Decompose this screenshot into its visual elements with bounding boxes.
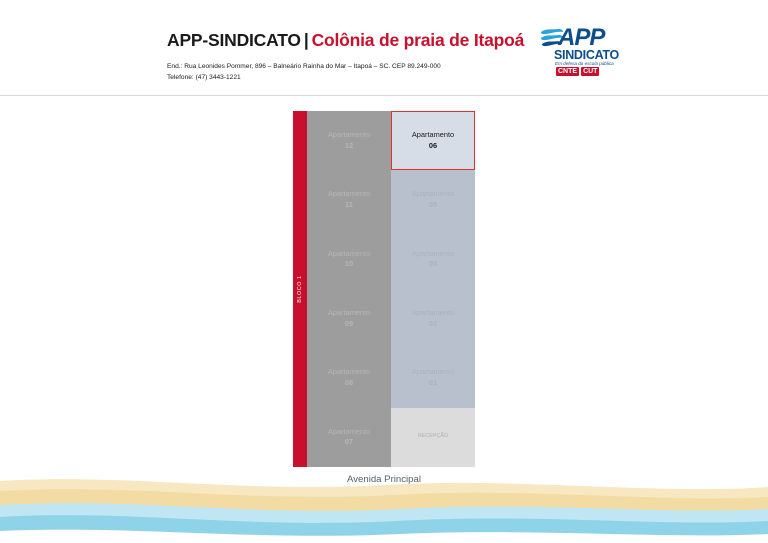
apartment-number: 01 [428, 377, 438, 387]
apartment-cell-09[interactable] [307, 289, 391, 348]
apartment-word: Apartamento [411, 248, 455, 258]
beach-decoration [0, 471, 768, 543]
phone-line: Telefone: (47) 3443-1221 [167, 73, 241, 81]
reception-label: RECEPÇÃO [417, 433, 449, 440]
logo-app-text: APP [558, 24, 605, 51]
apartment-word: Apartamento [411, 307, 455, 317]
title-subtitle-text: Colônia de praia de Itapoá [311, 30, 525, 50]
apartment-number: 03 [428, 259, 438, 269]
bloco-1-label: BLOCO 1 [297, 275, 303, 303]
logo-tagline: Em defesa da escola pública [555, 61, 614, 66]
apartment-word: Apartamento [327, 426, 371, 436]
apartment-cell-08[interactable] [307, 348, 391, 407]
logo-chip-cnte: CNTE [558, 68, 578, 75]
contact-info [167, 62, 441, 84]
apartment-grid [307, 111, 475, 467]
apartment-number: 11 [345, 199, 353, 209]
apartment-word: Apartamento [411, 189, 455, 199]
apartment-number: 08 [344, 377, 354, 387]
apartment-number: 07 [344, 437, 354, 447]
logo-chip-cut: CUT [583, 68, 598, 75]
app-sindicato-logo [540, 22, 619, 80]
title-main-text: APP-SINDICATO [167, 30, 301, 50]
reception-cell[interactable] [391, 408, 475, 467]
logo-affiliations [556, 67, 599, 76]
apartment-word: Apartamento [327, 367, 371, 377]
apartment-number: 09 [344, 318, 354, 328]
apartment-cell-03[interactable] [391, 230, 475, 289]
apartment-word: Apartamento [327, 307, 371, 317]
apartment-cell-06[interactable] [391, 111, 475, 170]
apartment-word: Apartamento [327, 129, 371, 139]
apartment-word: Apartamento [411, 129, 455, 139]
logo-sindicato-text: SINDICATO [554, 48, 619, 62]
apartment-cell-02[interactable] [391, 289, 475, 348]
apartment-word: Apartamento [411, 367, 455, 377]
apartment-word: Apartamento [327, 189, 371, 199]
apartment-number: 06 [428, 140, 438, 150]
floor-plan-area [0, 96, 768, 496]
beach-waves-graphic [0, 471, 768, 543]
building-plan [293, 111, 475, 467]
apartment-number: 02 [428, 318, 438, 328]
title-separator: | [303, 30, 309, 50]
bloco-1-bar [293, 111, 307, 467]
page-title [167, 30, 524, 51]
apartment-number: 12 [344, 140, 354, 150]
apartment-cell-11[interactable] [307, 170, 391, 229]
apartment-word: Apartamento [327, 248, 371, 258]
address-line: End.: Rua Leonides Pommer, 896 – Balneário Rainha do Mar – Itapoá – SC. CEP 89.249-000 [167, 63, 441, 70]
apartment-number: 05 [428, 199, 438, 209]
apartment-cell-12[interactable] [307, 111, 391, 170]
apartment-cell-01[interactable] [391, 348, 475, 407]
page-header [0, 0, 768, 96]
apartment-cell-10[interactable] [307, 230, 391, 289]
street-label: Avenida Principal [347, 474, 421, 485]
apartment-number: 10 [344, 259, 354, 269]
apartment-cell-07[interactable] [307, 408, 391, 467]
apartment-cell-05[interactable] [391, 170, 475, 229]
